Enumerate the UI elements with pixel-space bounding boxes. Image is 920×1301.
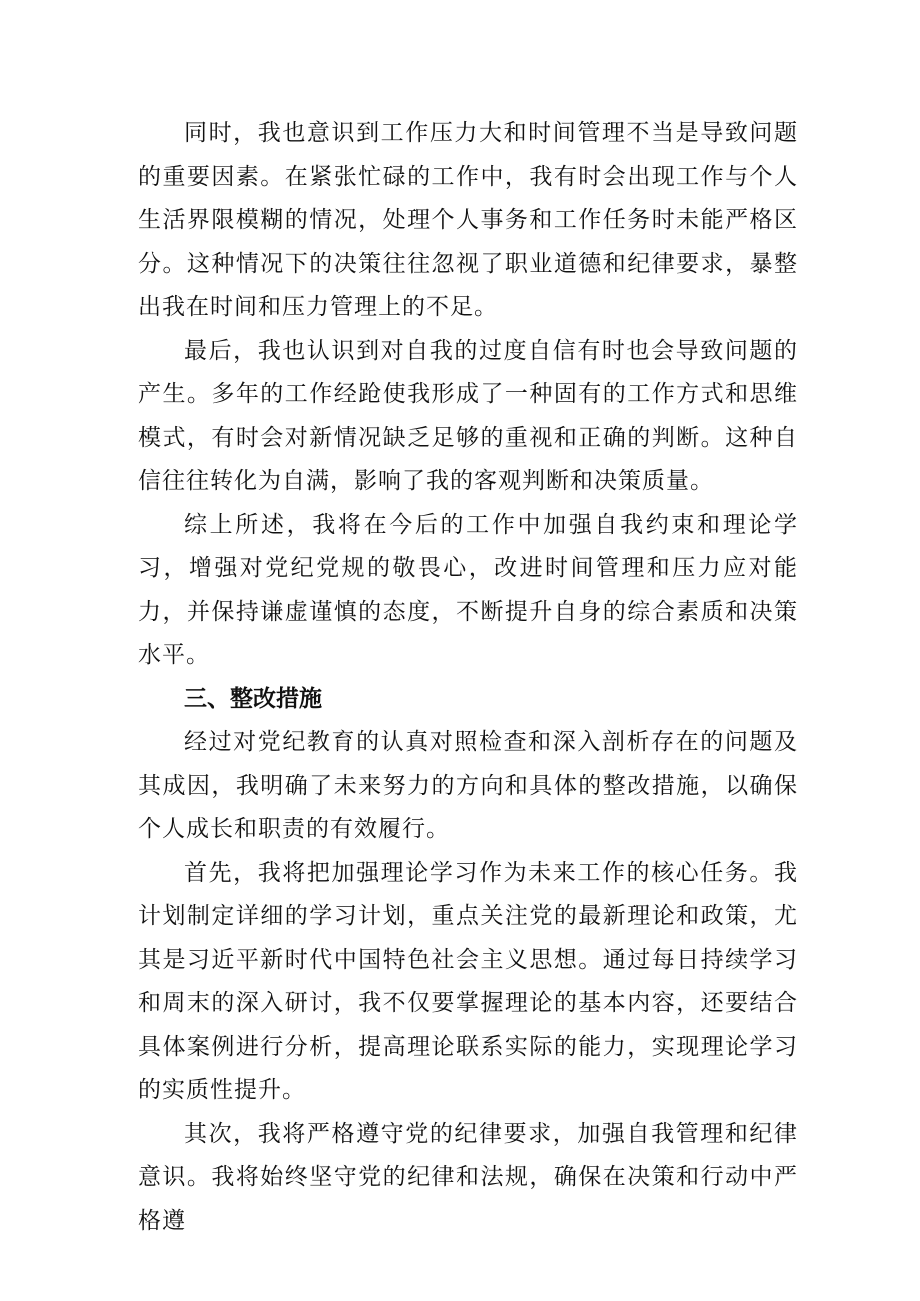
paragraph-overconfidence: 最后，我也认识到对自我的过度自信有时也会导致问题的产生。多年的工作经跄使我形成了一种固有的工作方式和思维模式，有时会对新情况缺乏足够的重视和正确的判断。这种自信往往转化为自满，影响了我的客观判断和决策质量。 bbox=[138, 337, 798, 494]
paragraph-rectification-intro: 经过对党纪教育的认真对照检查和深入剖析存在的问题及其成因，我明确了未来努力的方向和具体的整改措施，以确保个人成长和职责的有效履行。 bbox=[138, 729, 798, 842]
paragraph-first-measure: 首先，我将把加强理论学习作为未来工作的核心任务。我计划制定详细的学习计划，重点关注党的最新理论和政策，尤其是习近平新时代中国特色社会主义思想。通过每日持续学习和周末的深入研讨，我不仅要掌握理论的基本内容，还要结合具体案例进行分析，提高理论联系实际的能力，实现理论学习的实质性提升。 bbox=[138, 859, 798, 1103]
paragraph-second-measure: 其次，我将严格遵守党的纪律要求，加强自我管理和纪律意识。我将始终坚守党的纪律和法规，确保在决策和行动中严格遵 bbox=[138, 1120, 798, 1234]
document-body bbox=[138, 112, 798, 1243]
paragraph-summary: 综上所述，我将在今后的工作中加强自我约束和理论学习，增强对党纪党规的敬畏心，改进时间管理和压力应对能力，并保持谦虚谨慎的态度，不断提升自身的综合素质和决策水平。 bbox=[138, 511, 798, 668]
section-heading-rectification: 三、整改措施 bbox=[184, 685, 322, 712]
paragraph-time-pressure: 同时，我也意识到工作压力大和时间管理不当是导致问题的重要因素。在紧张忙碌的工作中，我有时会出现工作与个人生活界限模糊的情况，处理个人事务和工作任务时未能严格区分。这种情况下的决策往往忽视了职业道德和纪律要求，暴整出我在时间和压力管理上的不足。 bbox=[138, 120, 798, 320]
